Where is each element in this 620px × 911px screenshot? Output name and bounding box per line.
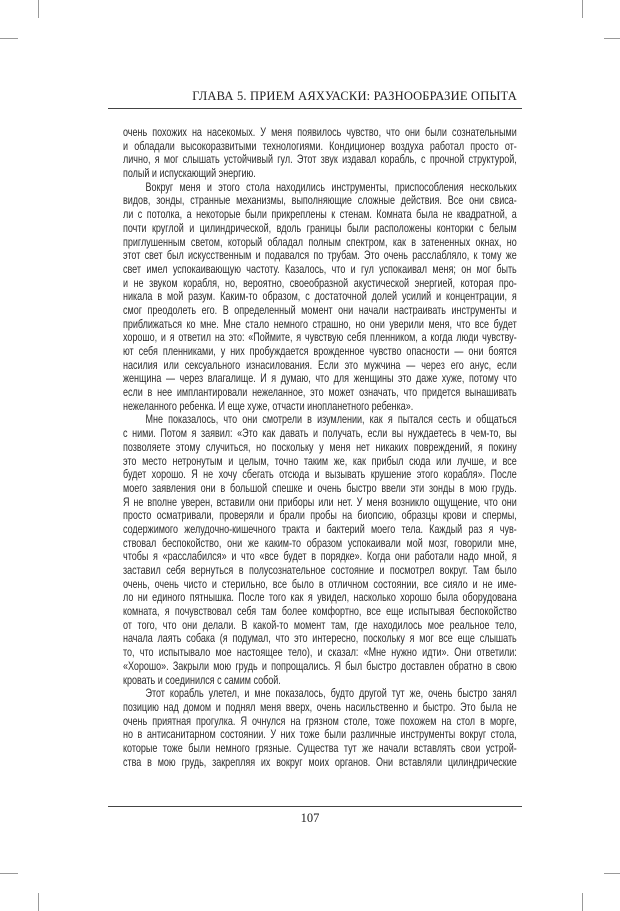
text-line: будет хорошо. Я не хочу сбегать отсюда и вызывать крушение этого корабля». После: [123, 467, 517, 482]
text-line: моего заявления они в большой спешке и очень быстро ввели эти зонды в мою грудь.: [123, 480, 517, 495]
text-line: свет имел успокаивающую частоту. Казалось, что и гул успокаивал меня; он мог быть: [123, 261, 517, 276]
text-line: «Хорошо». Закрыли мою грудь и попрощались. Я был быстро доставлен обратно в свою: [123, 658, 517, 673]
text-line: лично, я мог слышать устойчивый гул. Этот звук издавал корабль, с прочной структурой,: [123, 152, 517, 167]
text-line: позволяете этому случиться, но поскольку у меня нет никаких повреждений, я покину: [123, 439, 517, 454]
text-line: просто осматривали, проверяли и брали пробы на биопсию, образцы крови и спермы,: [123, 508, 517, 523]
text-line: позицию над домом и поднял меня вверх, очень насильственно и быстро. Это была не: [123, 699, 517, 714]
text-line: приглушенным светом, который обладал полным спектром, как в затененных окнах, но: [123, 234, 517, 249]
text-line: очень, очень чисто и стерильно, все было в отличном состоянии, все сияло и не име-: [123, 576, 517, 591]
text-line: ства в мою грудь, закрепляя их вокруг моих органов. Они вставляли цилиндрические: [123, 754, 517, 769]
text-line: полый и испускающий энергию.: [123, 166, 256, 181]
text-line: начала лаять собака (я подумал, что это интересно, поскольку я мог все еще слышать: [123, 631, 517, 646]
crop-mark: [604, 873, 620, 874]
crop-mark: [582, 0, 583, 18]
running-header: ГЛАВА 5. ПРИЕМ АЯХУАСКИ: РАЗНООБРАЗИЕ ОПЫТА: [192, 89, 517, 103]
text-line: содержимого желудочно-кишечного тракта и бактерий моего тела. Каждый раз я чув-: [123, 521, 517, 536]
text-line: никала в мой разум. Каким-то образом, с достаточной долей усилий и концентрации, я: [123, 289, 517, 304]
crop-mark: [604, 38, 620, 39]
text-line: насилия или сексуального изнасилования. Если это мужчина — через его анус, если: [123, 357, 517, 372]
text-line: ют себя пленниками, у них пробуждается врожденное чувство опасности — они боятся: [123, 344, 517, 358]
crop-mark: [38, 0, 39, 18]
text-line: от того, что они делали. В какой-то момент там, где находилось мое реальное тело,: [123, 617, 517, 632]
text-line: смог преодолеть его. В определенный момент они начали настраивать инструменты и: [123, 302, 517, 317]
text-line: но в антисанитарном состоянии. У них тоже были различные инструменты вокруг стола,: [123, 727, 517, 742]
text-line: кровать и соединился с самим собой.: [123, 672, 281, 687]
text-line: очень приятная прогулка. Я очнулся на грязном столе, тоже похожем на стол в морге,: [123, 713, 517, 728]
text-line: видов, зонды, странные механизмы, выполняющие сложные действия. Все они свиса-: [123, 193, 517, 208]
text-line: с ними. Потом я заявил: «Это как давать и получать, если вы нуждаетесь в чем-то, вы: [123, 426, 517, 441]
text-line: и не звуком корабля, но, вероятно, своеобразной акустической энергией, которая про-: [123, 275, 517, 290]
text-line: ло ни единого пятнышка. После того как я увидел, насколько хорошо была оборудована: [123, 590, 517, 605]
text-line: Я не вполне уверен, вставили они приборы или нет. У меня возникло ощущение, что они: [123, 494, 517, 509]
text-line: и обладали высокоразвитыми технологиями. Кондиционер воздуха работал просто от-: [123, 138, 517, 153]
text-line: хорошо, и я ответил на это: «Поймите, я чувствую себя пленником, а когда люди чувству-: [123, 330, 517, 345]
text-line: почти круглой и цилиндрической, вдоль границы были расположены конторки с белым: [123, 220, 517, 235]
text-line: этот свет был искусственным и подавался по трубам. Это очень расслабляло, к тому же: [123, 248, 517, 263]
text-line: ли с потолка, а некоторые были прикреплены к стенам. Комната была не квадратной, а: [123, 207, 517, 222]
text-line: то, что испытывало мое настоящее тело), и сказал: «Мне нужно идти». Они ответили:: [123, 645, 517, 660]
text-line: Этот корабль улетел, и мне показалось, будто другой тут же, очень быстро занял: [145, 686, 517, 701]
text-line: заставил себя вернуться в полусознательное состояние и посмотрел вокруг. Там было: [123, 563, 517, 577]
text-line: Мне показалось, что они смотрели в изумлении, как я пытался сесть и общаться: [145, 412, 517, 427]
header-rule: [108, 108, 522, 109]
text-line: чтобы я «расслабился» и что «все будет в порядке». Когда они работали надо мной, я: [123, 549, 517, 564]
text-line: очень похожих на насекомых. У меня появилось чувство, что они были сознательными: [123, 125, 517, 139]
text-line: приближаться ко мне. Мне стало немного страшно, но они уверили меня, что все будет: [123, 316, 517, 331]
text-line: ствовал беспокойство, они же каким-то образом успокаивали мой мозг, говорили мне,: [123, 535, 517, 550]
text-line: нежеланного ребенка. И еще хуже, отчасти инопланетного ребенка».: [123, 398, 414, 413]
text-line: Вокруг меня и этого стола находились инструменты, приспособления нескольких: [145, 179, 517, 194]
crop-mark: [582, 893, 583, 911]
crop-mark: [0, 873, 18, 874]
text-line: женщина — через влагалище. И я думаю, что для женщины это даже хуже, потому что: [123, 371, 517, 386]
body-text: [123, 126, 517, 769]
text-line: если в нее имплантировали нежеланное, это может означать, что придется вынашивать: [123, 385, 517, 400]
footer-rule: [108, 806, 522, 807]
text-line: это место нетронутым и целым, точно таким же, как прибыл сюда или лучше, и все: [123, 453, 517, 468]
crop-mark: [38, 893, 39, 911]
text-line: комната, я почувствовал себя там более комфортно, все еще испытывая беспокойство: [123, 604, 517, 619]
crop-mark: [0, 38, 18, 39]
text-line: которые тоже были немного грязные. Существа тут же начали вставлять свои устрой-: [123, 740, 517, 755]
page-number: 107: [300, 811, 320, 825]
